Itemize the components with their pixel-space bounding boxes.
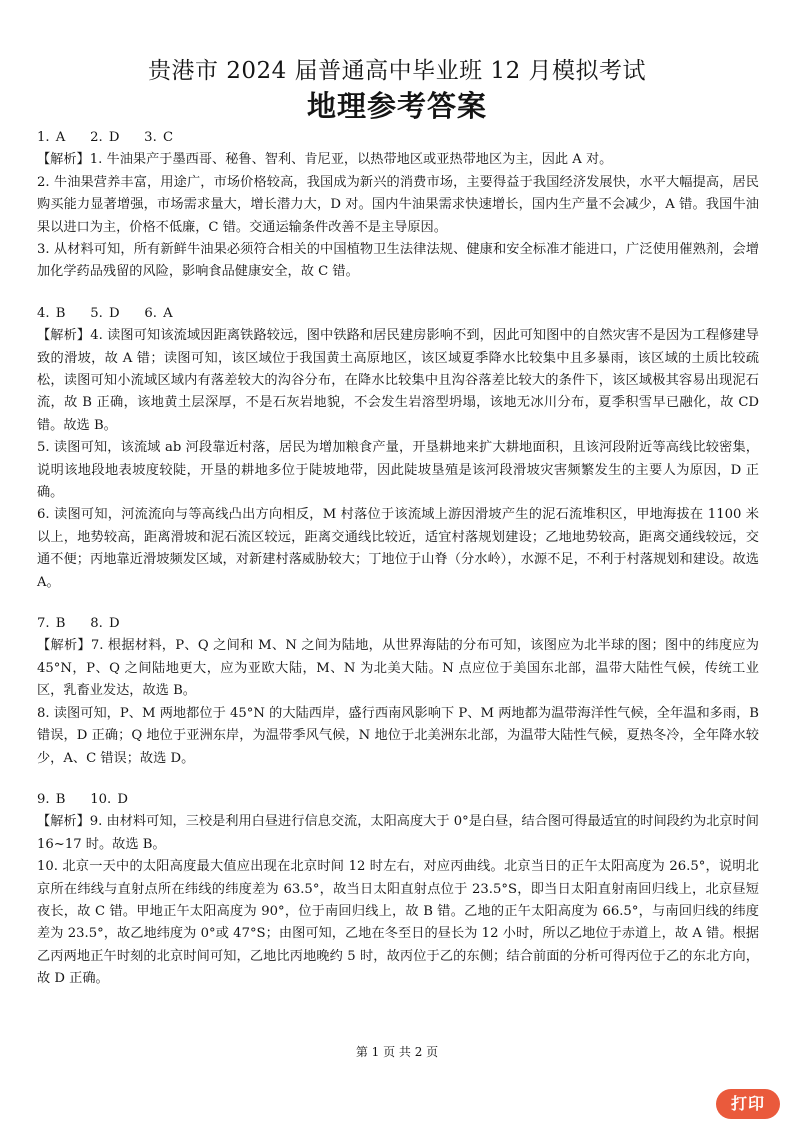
answer-line-1-3: 1. A 2. D 3. C: [37, 130, 174, 145]
explanation-q5: 5. 读图可知，该流域 ab 河段靠近村落，居民为增加粮食产量，开垦耕地来扩大耕地面积，且该河段附近等高线比较密集，说明该地段地表坡度较陡，开垦的耕地多位于陡坡地带，因此陡坡垦殖是该河段滑坡灾害频繁发生的主要人为原因，D 正确。: [37, 440, 759, 501]
exam-title: 贵港市 2024 届普通高中毕业班 12 月模拟考试: [147, 58, 647, 84]
print-button[interactable]: 打印: [716, 1089, 780, 1119]
explanation-q8: 8. 读图可知，P、M 两地都位于 45°N 的大陆西岸，盛行西南风影响下 P、M 两地都为温带海洋性气候，全年温和多雨，B 错误，D 正确；Q 地位于亚洲东岸，为温带季风气候，N 地位于北美洲东北部，为温带大陆性气候，夏热冬冷，全年降水较少，A、C 错误；故选 D。: [37, 705, 759, 766]
answer-line-4-6: 4. B 5. D 6. A: [37, 305, 173, 321]
explanation-q6: 6. 读图可知，河流流向与等高线凸出方向相反，M 村落位于该流域上游因滑坡产生的泥石流堆积区，甲地海拔在 1100 米以上，地势较高，距离滑坡和泥石流区较远，距离交通线比较近，适宜村落规划建设；乙地地势较高，距离交通线较远，交通不便；丙地靠近滑坡频发区域，对新建村落威胁较大；丁地位于山脊（分水岭），水源不足，不利于村落规划和建设。故选 A。: [37, 507, 759, 590]
explanation-q1: 【解析】1. 牛油果产于墨西哥、秘鲁、智利、肯尼亚，以热带地区或亚热带地区为主，因此 A 对。: [37, 152, 613, 168]
explanation-q7: 【解析】7. 根据材料，P、Q 之间和 M、N 之间为陆地，从世界海陆的分布可知，该图应为北半球的图；图中的纬度应为 45°N，P、Q 之间陆地更大，应为亚欧大陆，M、N 为北美大陆。N 点应位于美国东北部，温带大陆性气候，传统工业区，乳畜业发达，故选 B。: [37, 638, 759, 699]
explanation-q3: 3. 从材料可知，所有新鲜牛油果必须符合相关的中国植物卫生法律法规、健康和安全标准才能进口，广泛使用催熟剂，会增加化学药品残留的风险，影响食品健康安全，故 C 错。: [37, 242, 759, 280]
answer-key-heading: 地理参考答案: [306, 89, 487, 123]
explanation-q2: 2. 牛油果营养丰富，用途广，市场价格较高，我国成为新兴的消费市场，主要得益于我国经济发展快，水平大幅提高，居民购买能力显著增强，市场需求量大，增长潜力大，D 对。国内牛油果需求快速增长，国内生产量不会减少，A 错。我国牛油果以进口为主，价格不低廉，C 错。交通运输条件改善不是主导原因。: [37, 174, 759, 235]
explanation-q10: 10. 北京一天中的太阳高度最大值应出现在北京时间 12 时左右，对应丙曲线。北京当日的正午太阳高度为 26.5°，说明北京所在纬线与直射点所在纬线的纬度差为 63.5°，故当日太阳直射点位于 23.5°S，即当日太阳直射南回归线上，北京昼短夜长，故 C 错。甲地正午太阳高度为 90°，位于南回归线上，故 B 错。乙地的正午太阳高度为 66.5°，与南回归线的纬度差为 23.5°，故乙地纬度为 0°或 47°S；由图可知，乙地在冬至日的昼长为 12 小时，所以乙地位于赤道上，故 A 错。根据乙丙两地正午时刻的北京时间可知，乙地比丙地晚约 5 时，故丙位于乙的东侧；结合前面的分析可得丙位于乙的东北方向，故 D 正确。: [37, 859, 759, 987]
answer-content: [37, 127, 759, 991]
answer-line-7-8: 7. B 8. D: [37, 616, 120, 632]
explanation-q9: 【解析】9. 由材料可知，三校是利用白昼进行信息交流，太阳高度大于 0°是白昼，结合图可得最适宜的时间段约为北京时间 16~17 时。故选 B。: [37, 814, 759, 852]
page-number: 第 1 页 共 2 页: [355, 1045, 439, 1059]
answer-line-9-10: 9. B 10. D: [37, 791, 128, 807]
explanation-q4: 【解析】4. 读图可知该流域因距离铁路较远，图中铁路和居民建房影响不到，因此可知图中的自然灾害不是因为工程修建导致的滑坡，故 A 错；读图可知，该区域位于我国黄土高原地区，该区域夏季降水比较集中且多暴雨，该区域的土质比较疏松，读图可知小流域区域内有落差较大的沟谷分布，在降水比较集中且沟谷落差比较大的条件下，该区域极其容易出现泥石流，故 B 正确，该地黄土层深厚，不是石灰岩地貌，不会发生岩溶型坍塌，该地无冰川分布，夏季积雪早已融化，故 CD 错。故选 B。: [37, 328, 759, 433]
